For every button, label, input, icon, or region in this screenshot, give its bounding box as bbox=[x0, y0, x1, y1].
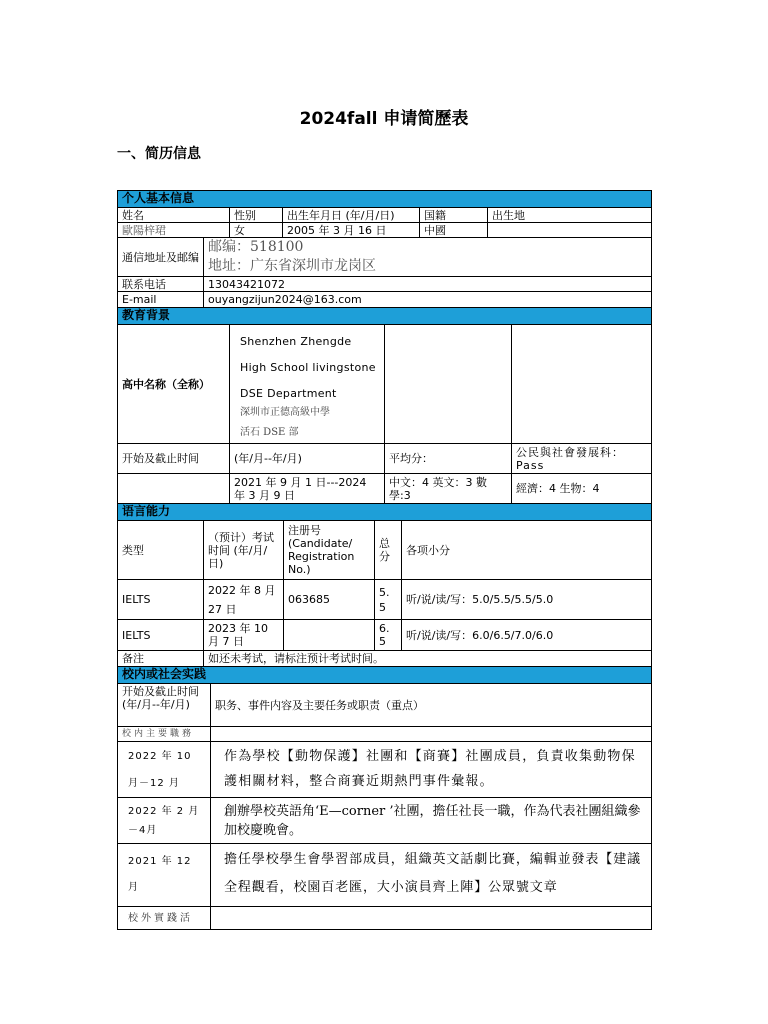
lang-row-2-sub: 听/说/读/写：6.0/6.5/7.0/6.0 bbox=[406, 628, 554, 642]
lang-row-1-date: 2022 年 8 月 27 日 bbox=[208, 583, 276, 616]
postcode-value: 邮编：518100 bbox=[208, 239, 304, 255]
basic-info-band bbox=[117, 190, 651, 207]
lang-sub-header: 各项小分 bbox=[406, 543, 450, 557]
practice-outside-label: 校外實踐活 bbox=[128, 912, 193, 924]
lang-row-1-total: 5. 5 bbox=[379, 585, 390, 614]
name-value: 歐陽梓珺 bbox=[122, 223, 166, 237]
practice-dates-header: 开始及截止时间 (年/月--年/月) bbox=[122, 685, 199, 711]
basic-info-band-label: 个人基本信息 bbox=[122, 191, 195, 205]
school-name-en: Shenzhen Zhengde High School livingstone DSE Department bbox=[240, 335, 376, 400]
practice-band-label: 校内或社会实践 bbox=[122, 667, 207, 681]
dates-label: 开始及截止时间 bbox=[122, 452, 199, 465]
education-band-label: 教育背景 bbox=[122, 308, 171, 322]
email-value: ouyangzijun2024@163.com bbox=[208, 293, 362, 306]
name-header: 姓名 bbox=[122, 208, 144, 222]
practice-duties-header: 职务、事件内容及主要任务或职责（重点） bbox=[215, 698, 424, 712]
school-name-cn-2: 活石 DSE 部 bbox=[240, 427, 299, 438]
lang-reg-header: 注册号 (Candidate/ Registration No.) bbox=[288, 524, 355, 576]
section-heading: 一、简历信息 bbox=[117, 146, 201, 162]
dob-value: 2005 年 3 月 16 日 bbox=[287, 223, 387, 237]
lang-date-header: （预计）考试时间 (年/月/日) bbox=[208, 530, 274, 570]
address-label: 通信地址及邮编 bbox=[122, 250, 199, 264]
email-label: E-mail bbox=[122, 293, 157, 306]
practice-row-2-text: 創辦學校英語角‘E—corner ’社團，擔任社長一職，作為代表社團組織參加校慶晚會。 bbox=[224, 804, 641, 838]
education-band bbox=[117, 307, 651, 324]
lang-row-1-sub: 听/说/读/写：5.0/5.5/5.5/5.0 bbox=[406, 593, 554, 606]
practice-row-2-date: 2022 年 2 月－4月 bbox=[128, 805, 200, 836]
civics-grade: 公民與社會發展科：Pass bbox=[516, 445, 624, 472]
dates-format: (年/月--年/月) bbox=[234, 452, 302, 465]
gpa-label: 平均分： bbox=[389, 452, 433, 465]
lang-row-2-type: IELTS bbox=[122, 628, 151, 642]
lang-type-header: 类型 bbox=[122, 543, 144, 557]
gender-value: 女 bbox=[234, 223, 245, 237]
lang-row-2-reg bbox=[284, 620, 374, 650]
language-band-label: 语言能力 bbox=[122, 504, 171, 518]
practice-row-3-date: 2021 年 12 月 bbox=[128, 856, 192, 893]
lang-note-label: 备注 bbox=[122, 652, 144, 665]
gender-header: 性别 bbox=[234, 208, 256, 222]
phone-label: 联系电话 bbox=[122, 277, 166, 291]
lang-row-1-reg: 063685 bbox=[288, 593, 330, 606]
language-band bbox=[117, 503, 651, 520]
phone-value: 13043421072 bbox=[208, 277, 285, 291]
address-value: 地址：广东省深圳市龙岗区 bbox=[208, 258, 376, 274]
birthplace-header: 出生地 bbox=[492, 208, 525, 222]
lang-row-2-total: 6. 5 bbox=[379, 622, 390, 648]
practice-row-3-text: 擔任學校學生會學習部成員，組織英文話劇比賽，編輯並發表【建議全程觀看，校園百老匯，大小演員齊上陣】公眾號文章 bbox=[224, 852, 642, 895]
lang-row-1-type: IELTS bbox=[122, 593, 151, 606]
school-name-cn-1: 深圳市正德高級中學 bbox=[240, 407, 330, 418]
scores-line-2: 經濟：4 生物：4 bbox=[516, 482, 600, 495]
study-dates: 2021 年 9 月 1 日---2024 年 3 月 9 日 bbox=[234, 475, 367, 502]
page-title: 2024fall 申请简歷表 bbox=[299, 109, 469, 129]
lang-total-header: 总分 bbox=[379, 537, 390, 563]
school-label: 高中名称（全称） bbox=[122, 377, 210, 391]
practice-main-label: 校内主要職務 bbox=[122, 728, 195, 739]
dob-header: 出生年月日 (年/月/日) bbox=[287, 208, 395, 222]
lang-note-value: 如还未考试，请标注预计考试时间。 bbox=[208, 652, 384, 665]
lang-row-2-date: 2023 年 10 月 7 日 bbox=[208, 622, 268, 648]
nationality-header: 国籍 bbox=[424, 208, 446, 222]
nationality-value: 中國 bbox=[424, 223, 446, 237]
practice-row-1-text: 作為學校【動物保護】社團和【商賽】社團成員，負責收集動物保護相關材料，整合商賽近期熱門事件彙報。 bbox=[224, 749, 636, 789]
scores-line-1: 中文：4 英文：3 數學:3 bbox=[389, 475, 487, 502]
practice-row-1-date: 2022 年 10 月－12 月 bbox=[128, 750, 192, 789]
